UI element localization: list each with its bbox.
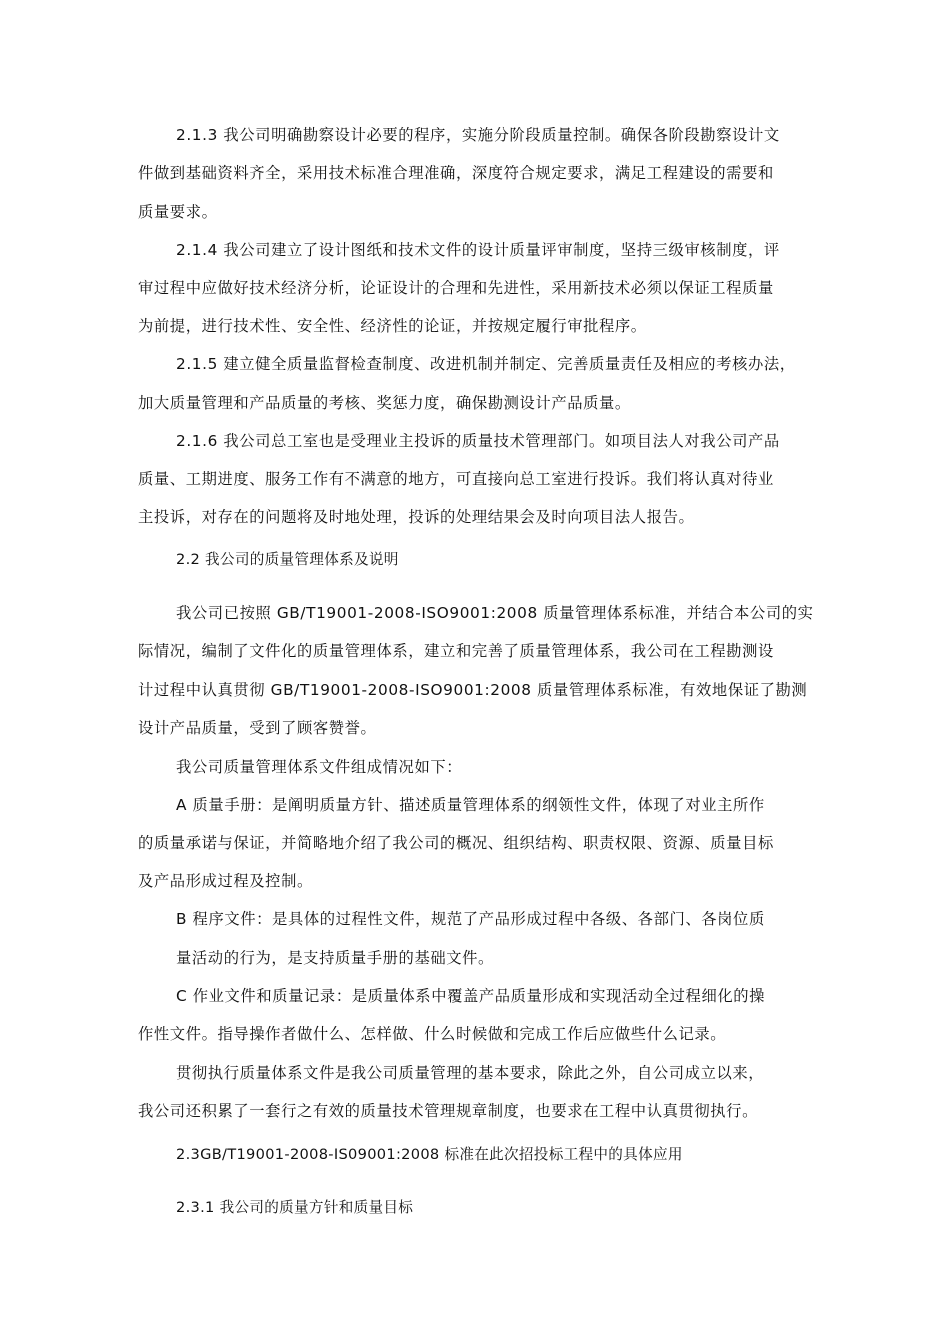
paragraph-2-1-3-line-3: 质量要求。	[138, 203, 218, 221]
item-c-line-1: C 作业文件和质量记录：是质量体系中覆盖产品质量形成和实现活动全过程细化的操	[176, 987, 766, 1005]
item-a-line-1: A 质量手册：是阐明质量方针、描述质量管理体系的纲领性文件，体现了对业主所作	[176, 796, 765, 814]
paragraph-2-1-5-line-2: 加大质量管理和产品质量的考核、奖惩力度，确保勘测设计产品质量。	[138, 394, 631, 412]
paragraph-2-2-line-2: 际情况，编制了文件化的质量管理体系，建立和完善了质量管理体系，我公司在工程勘测设	[138, 642, 774, 660]
section-heading-2-3-1: 2.3.1 我公司的质量方针和质量目标	[176, 1199, 414, 1216]
paragraph-2-1-6-line-2: 质量、工期进度、服务工作有不满意的地方，可直接向总工室进行投诉。我们将认真对待业	[138, 470, 774, 488]
paragraph-implementation-line-1: 贯彻执行质量体系文件是我公司质量管理的基本要求，除此之外，自公司成立以来，	[176, 1064, 765, 1082]
paragraph-2-2-line-3: 计过程中认真贯彻 GB/T19001-2008-ISO9001:2008 质量管理体系标准，有效地保证了勘测	[138, 681, 808, 699]
paragraph-2-1-6-line-3: 主投诉，对存在的问题将及时地处理，投诉的处理结果会及时向项目法人报告。	[138, 508, 695, 526]
item-a-line-2: 的质量承诺与保证，并简略地介绍了我公司的概况、组织结构、职责权限、资源、质量目标	[138, 834, 774, 852]
item-c-line-2: 作性文件。指导操作者做什么、怎样做、什么时候做和完成工作后应做些什么记录。	[138, 1025, 727, 1043]
paragraph-2-2-line-1: 我公司已按照 GB/T19001-2008-ISO9001:2008 质量管理体系标准，并结合本公司的实	[176, 604, 814, 622]
paragraph-2-2-line-4: 设计产品质量，受到了顾客赞誉。	[138, 719, 377, 737]
section-heading-2-3: 2.3GB/T19001-2008-IS09001:2008 标准在此次招投标工程中的具体应用	[176, 1146, 683, 1163]
paragraph-document-composition: 我公司质量管理体系文件组成情况如下：	[176, 758, 463, 776]
item-b-line-1: B 程序文件：是具体的过程性文件，规范了产品形成过程中各级、各部门、各岗位质	[176, 910, 765, 928]
paragraph-2-1-4-line-3: 为前提，进行技术性、安全性、经济性的论证，并按规定履行审批程序。	[138, 317, 647, 335]
paragraph-2-1-3-line-1: 2.1.3 我公司明确勘察设计必要的程序，实施分阶段质量控制。确保各阶段勘察设计文	[176, 126, 780, 144]
paragraph-2-1-4-line-2: 审过程中应做好技术经济分析，论证设计的合理和先进性，采用新技术必须以保证工程质量	[138, 279, 774, 297]
paragraph-implementation-line-2: 我公司还积累了一套行之有效的质量技术管理规章制度，也要求在工程中认真贯彻执行。	[138, 1102, 758, 1120]
paragraph-2-1-3-line-2: 件做到基础资料齐全，采用技术标准合理准确，深度符合规定要求，满足工程建设的需要和	[138, 164, 774, 182]
item-b-line-2: 量活动的行为，是支持质量手册的基础文件。	[176, 949, 494, 967]
section-heading-2-2: 2.2 我公司的质量管理体系及说明	[176, 551, 399, 568]
paragraph-2-1-6-line-1: 2.1.6 我公司总工室也是受理业主投诉的质量技术管理部门。如项目法人对我公司产品	[176, 432, 780, 450]
item-a-line-3: 及产品形成过程及控制。	[138, 872, 313, 890]
paragraph-2-1-5-line-1: 2.1.5 建立健全质量监督检查制度、改进机制并制定、完善质量责任及相应的考核办法，	[176, 355, 796, 373]
paragraph-2-1-4-line-1: 2.1.4 我公司建立了设计图纸和技术文件的设计质量评审制度，坚持三级审核制度，评	[176, 241, 780, 259]
